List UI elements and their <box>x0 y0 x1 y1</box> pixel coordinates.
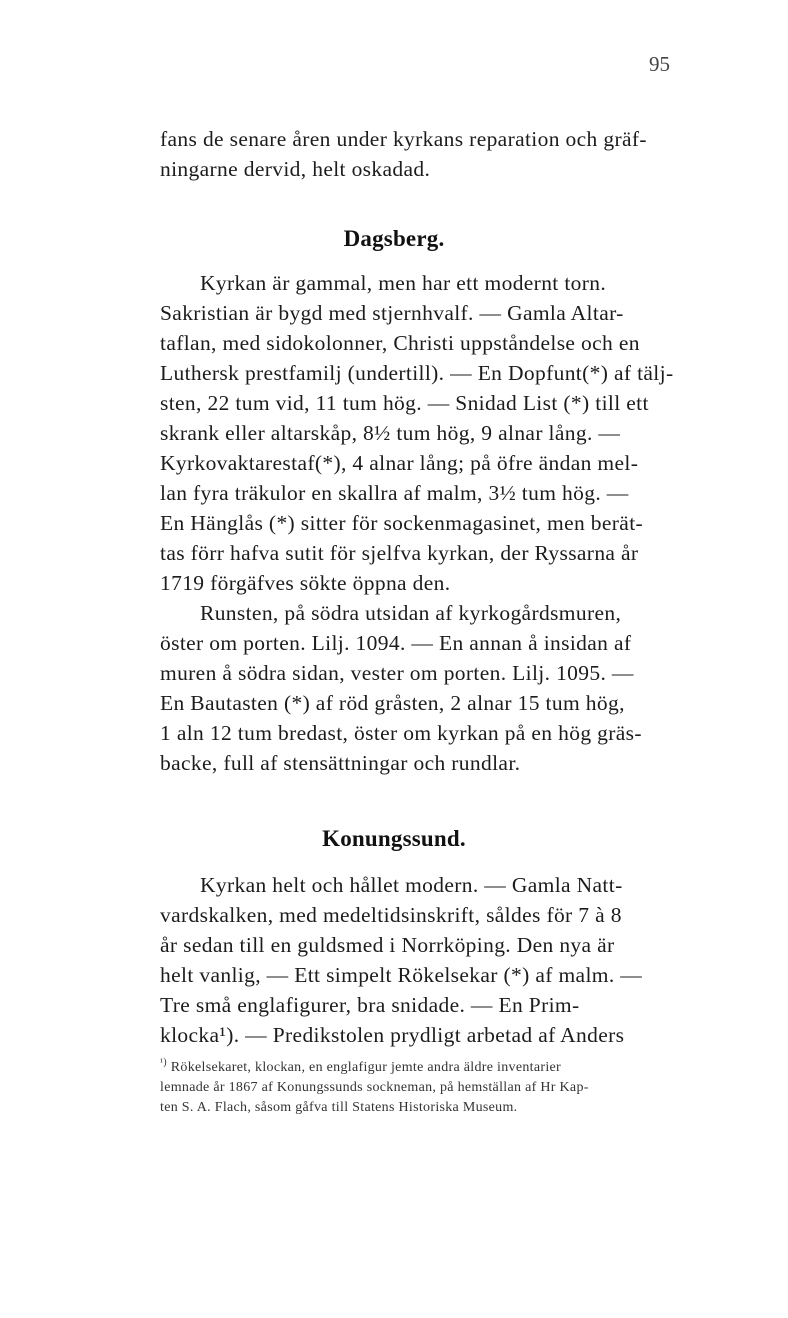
paragraph-line: öster om porten. Lilj. 1094. — En annan å insidan af <box>160 631 632 655</box>
paragraph-line: år sedan till en guldsmed i Norrköping. Den nya är <box>160 933 615 957</box>
footnote-line-3: ten S. A. Flach, såsom gåfva till Statens Historiska Museum. <box>160 1100 518 1115</box>
paragraph-line: backe, full af stensättningar och rundlar. <box>160 751 521 775</box>
paragraph-line: Runsten, på södra utsidan af kyrkogårdsmuren, <box>200 601 622 625</box>
section-heading-konungssund: Konungssund. <box>322 826 466 851</box>
paragraph-line: taflan, med sidokolonner, Christi uppståndelse och en <box>160 331 640 355</box>
paragraph-line: lan fyra träkulor en skallra af malm, 3½ tum hög. — <box>160 481 629 505</box>
intro-line-2: ningarne dervid, helt oskadad. <box>160 157 431 181</box>
paragraph-line: Tre små englafigurer, bra snidade. — En Prim- <box>160 993 580 1017</box>
paragraph-line: muren å södra sidan, vester om porten. Lilj. 1095. — <box>160 661 634 685</box>
paragraph-line: Kyrkan helt och hållet modern. — Gamla Natt- <box>200 873 623 897</box>
intro-line-1: fans de senare åren under kyrkans reparation och gräf- <box>160 127 647 151</box>
paragraph-line: skrank eller altarskåp, 8½ tum hög, 9 alnar lång. — <box>160 421 621 445</box>
page-number: 95 <box>649 52 670 76</box>
paragraph-line: klocka¹). — Predikstolen prydligt arbetad af Anders <box>160 1023 625 1047</box>
paragraph-line: Sakristian är bygd med stjernhvalf. — Gamla Altar- <box>160 301 624 325</box>
footnote-line-1 <box>160 1058 626 1079</box>
paragraph-line: vardskalken, med medeltidsinskrift, såldes för 7 à 8 <box>160 903 622 927</box>
paragraph-line: Kyrkan är gammal, men har ett modernt torn. <box>200 271 607 295</box>
paragraph-line: sten, 22 tum vid, 11 tum hög. — Snidad List (*) till ett <box>160 391 649 415</box>
paragraph-line: 1 aln 12 tum bredast, öster om kyrkan på en hög gräs- <box>160 721 642 745</box>
footnote-marker: ¹) <box>160 1057 167 1068</box>
paragraph-line: Kyrkovaktarestaf(*), 4 alnar lång; på öfre ändan mel- <box>160 451 639 475</box>
paragraph-line: 1719 förgäfves sökte öppna den. <box>160 571 451 595</box>
paragraph-line: tas förr hafva sutit för sjelfva kyrkan, der Ryssarna år <box>160 541 639 565</box>
paragraph-line: En Hänglås (*) sitter för sockenmagasinet, men berät- <box>160 511 644 535</box>
paragraph-line: En Bautasten (*) af röd gråsten, 2 alnar 15 tum hög, <box>160 691 625 715</box>
section-heading-dagsberg: Dagsberg. <box>343 226 445 251</box>
paragraph-line: helt vanlig, — Ett simpelt Rökelsekar (*) af malm. — <box>160 963 643 987</box>
footnote-line-2: lemnade år 1867 af Konungssunds sockneman, på hemställan af Hr Kap- <box>160 1080 589 1095</box>
paragraph-line: Luthersk prestfamilj (undertill). — En Dopfunt(*) af tälj- <box>160 361 674 385</box>
footnote-text: Rökelsekaret, klockan, en englafigur jemte andra äldre inventarier <box>170 1060 561 1075</box>
